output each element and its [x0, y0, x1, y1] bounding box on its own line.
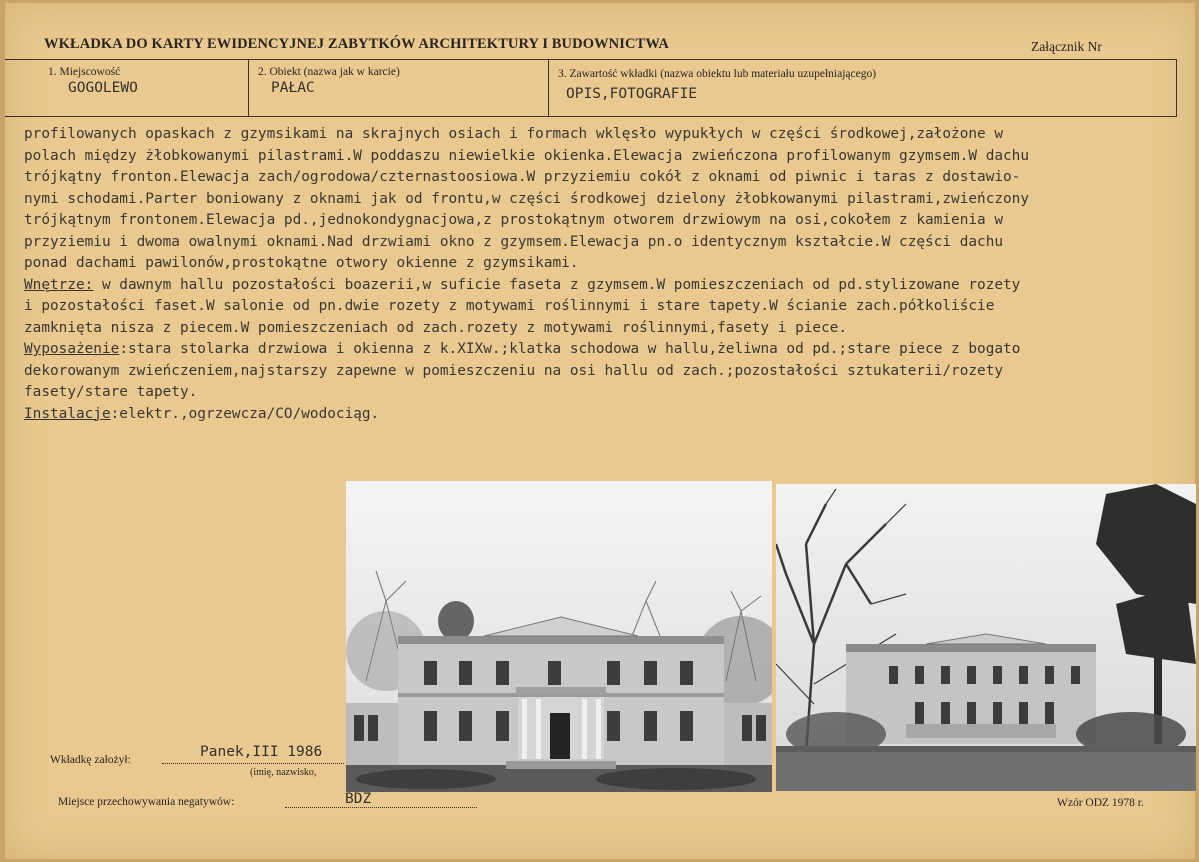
created-by-dotted-line — [162, 762, 344, 764]
field-divider-2 — [548, 59, 549, 116]
created-by-label: Wkładkę założył: — [50, 754, 131, 766]
palace-garden-photo — [776, 484, 1196, 791]
fields-rule — [5, 116, 1177, 117]
header-rule — [5, 59, 1177, 60]
interior-heading: Wnętrze: — [24, 276, 94, 293]
created-by-value: Panek,III 1986 — [200, 744, 323, 760]
negatives-dotted-line — [285, 806, 477, 808]
equipment-line: dekorowanym zwieńczeniem,najstarszy zapewne w pomieszczeniu na osi hallu od zach.;pozostałości sztukaterii/rozety — [24, 362, 1004, 379]
name-hint: (imię, nazwisko, — [250, 767, 317, 778]
equipment-line: :stara stolarka drzwiowa i okienna z k.XIXw.;klatka schodowa w hallu,żeliwna od pd.;stare piece z bogato — [119, 341, 1021, 357]
description-line: trójkątny fronton.Elewacja zach/ogrodowa/czternastoosiowa.W przyziemiu cokół z oknami od piwnic i taras z dostawio- — [24, 169, 1021, 185]
description-line: nymi schodami.Parter boniowany z oknami jak od frontu,w części środkowej dzielony żłobkowanymi pilastrami,zwieńczony — [24, 190, 1030, 207]
form-template-label: Wzór ODZ 1978 r. — [1057, 797, 1144, 809]
attachment-number-label: Załącznik Nr — [1031, 39, 1102, 54]
description-line: profilowanych opaskach z gzymsikami na skrajnych osiach i formach wklęsło wypukłych w części środkowej,założone w — [24, 126, 1004, 142]
contents-value: OPIS,FOTOGRAFIE — [566, 86, 697, 102]
interior-line: zamknięta nisza z piecem.W pomieszczeniach od zach.rozety z motywami roślinnymi,fasety i piece. — [24, 319, 848, 336]
photo-garden-elevation — [776, 484, 1196, 791]
negatives-location-value: BDZ — [345, 791, 372, 807]
description-line: trójkątnym frontonem.Elewacja pd.,jednokondygnacjowa,z prostokątnym otworem drzwiowym na osi,cokołem z kamienia w — [24, 212, 1004, 228]
field-divider-3 — [1176, 59, 1177, 116]
negatives-location-label: Miejsce przechowywania negatywów: — [58, 796, 235, 808]
installations-text: :elektr.,ogrzewcza/CO/wodociąg. — [110, 405, 380, 422]
interior-line: w dawnym hallu pozostałości boazerii,w suficie faseta z gzymsem.W pomieszczeniach od pd.stylizowane rozety — [93, 276, 1021, 293]
object-label: 2. Obiekt (nazwa jak w karcie) — [258, 66, 400, 78]
contents-label: 3. Zawartość wkładki (nazwa obiektu lub materiału uzupełniającego) — [558, 68, 877, 80]
photo-front-elevation — [346, 481, 772, 792]
object-value: PAŁAC — [271, 80, 315, 96]
palace-front-photo — [346, 481, 772, 792]
installations-heading: Instalacje — [24, 405, 111, 422]
description-line: polach między żłobkowanymi pilastrami.W poddaszu niewielkie okienka.Elewacja zwieńczona profilowanym gzymsem.W dachu — [24, 147, 1030, 164]
description-text — [24, 124, 1199, 425]
locality-label: 1. Miejscowość — [48, 66, 121, 78]
description-line: ponad dachami pawilonów,prostokątne otwory okienne z gzymsikami. — [24, 255, 579, 271]
equipment-line: fasety/stare tapety. — [24, 384, 198, 400]
description-line: przyziemiu i dwoma owalnymi oknami.Nad drzwiami okno z gzymsem.Elewacja pn.o identycznym kształcie.W części dachu — [24, 233, 1004, 250]
locality-value: GOGOLEWO — [68, 80, 138, 96]
field-divider-1 — [248, 59, 249, 116]
equipment-heading: Wyposażenie — [24, 341, 120, 357]
interior-line: i pozostałości faset.W salonie od pn.dwie rozety z motywami roślinnymi i stare tapety.W ścianie zach.półkoliście — [24, 298, 995, 314]
card-title: WKŁADKA DO KARTY EWIDENCYJNEJ ZABYTKÓW ARCHITEKTURY I BUDOWNICTWA — [44, 36, 669, 52]
